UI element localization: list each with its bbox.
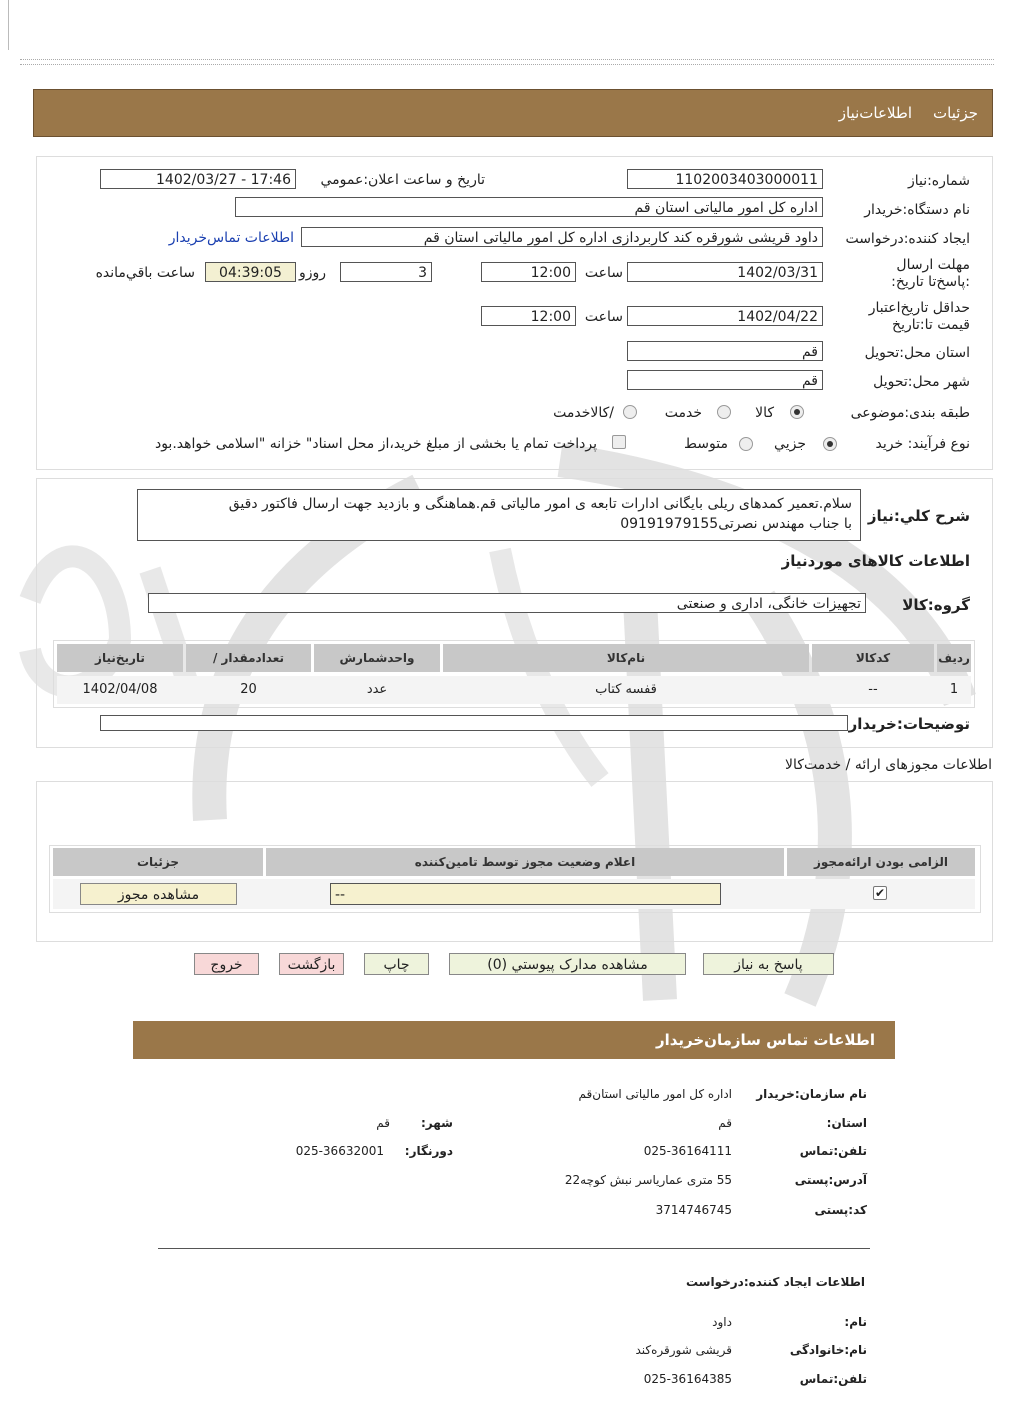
goods-th-code: کدکالا xyxy=(812,644,934,672)
city-field: قم xyxy=(627,370,823,390)
validity-time-field: 12:00 xyxy=(481,306,576,326)
goods-group-field: تجهيزات خانگی، اداری و صنعتی xyxy=(148,593,866,613)
creator-info-title: اطلاعات ايجاد کننده:درخواست xyxy=(685,1275,865,1289)
permits-th-details: جزئيات xyxy=(53,848,263,876)
process-medium-radio[interactable] xyxy=(739,437,753,451)
contact-fax-label: دورنگار: xyxy=(404,1144,453,1158)
contact-org-value: اداره کل امور مالياتی استان‌قم xyxy=(578,1087,732,1101)
contact-city-value: قم xyxy=(376,1116,390,1130)
permits-th-status: اعلام وضعيت مجوز توسط تامين‌کننده xyxy=(266,848,784,876)
view-attachments-button[interactable]: مشاهده مدارک پيوستي (0) xyxy=(449,953,686,975)
announce-datetime-field: 1402/03/27 - 17:46 xyxy=(100,169,296,189)
creator-phone-label: تلفن:تماس xyxy=(799,1372,867,1386)
category-label: طبقه بندی:موضوعی xyxy=(850,405,970,421)
category-goods-label: کالا xyxy=(755,405,774,421)
category-service-radio[interactable] xyxy=(717,405,731,419)
contact-postal-label: کد:پستی xyxy=(814,1203,867,1217)
buyer-notes-label: توضيحات:خريدار xyxy=(848,715,970,733)
description-box xyxy=(137,489,861,541)
category-goods-service-label: /کالاخدمت xyxy=(553,405,614,421)
creator-family-value: قريشی شورقره‌کند xyxy=(635,1343,732,1357)
goods-cell-code: -- xyxy=(868,682,878,697)
remaining-time-field: 04:39:05 xyxy=(205,262,296,282)
creator-phone-value: 025-36164385 xyxy=(643,1372,732,1386)
contact-fax-value: 025-36632001 xyxy=(295,1144,384,1158)
contact-address-label: آدرس:پستی xyxy=(794,1173,867,1187)
goods-cell-name: قفسه کتاب xyxy=(595,682,657,697)
treasury-payment-text: پرداخت تمام يا بخشی از مبلغ خريد،از محل اسناد" خزانه "اسلامی خواهد.بود xyxy=(154,436,597,452)
creator-name-label: نام: xyxy=(844,1315,867,1329)
permits-th-required: الزامی بودن ارائه‌مجوز xyxy=(787,848,975,876)
goods-group-label: گروه:کالا xyxy=(902,596,970,614)
announce-label: تاريخ و ساعت اعلان:عمومي xyxy=(320,172,485,188)
creator-name-value: داود xyxy=(712,1315,732,1329)
validity-label: حداقل تاريخ‌اعتبار قيمت تا:تاريخ xyxy=(868,300,970,333)
tab-details[interactable]: جزئيات xyxy=(933,104,978,122)
process-medium-label: متوسط xyxy=(684,436,728,452)
deadline-time-label: ساعت xyxy=(584,265,623,281)
permits-title: اطلاعات مجوزهای ارائه / خدمت‌کالا xyxy=(785,757,992,773)
need-number-field: 1102003403000011 xyxy=(627,169,823,189)
deadline-label: مهلت ارسال :پاسخ‌تا تاريخ: xyxy=(891,257,970,290)
days-field: 3 xyxy=(340,262,432,282)
creator-label: ايجاد کننده:درخواست xyxy=(845,231,970,247)
buyer-contact-link[interactable]: اطلاعات تماس‌خريدار xyxy=(168,230,294,246)
contact-address-value: 55 متری عمارياسر نبش کوچه22 xyxy=(564,1173,732,1187)
goods-cell-date: 1402/04/08 xyxy=(82,682,158,697)
category-goods-service-radio[interactable] xyxy=(623,405,637,419)
contact-postal-value: 3714746745 xyxy=(655,1203,732,1217)
city-label: شهر محل:تحويل xyxy=(873,374,970,390)
description-line-1: سلام.تعمير کمدهای ريلی بايگانی ادارات تابعه ی امور مالياتی قم.هماهنگی و بازديد جهت ارسال فاکتور دقيق xyxy=(228,496,852,512)
process-partial-label: جزيي xyxy=(774,436,806,452)
goods-info-title: اطلاعات کالاهای موردنياز xyxy=(781,552,970,570)
validity-time-label: ساعت xyxy=(584,309,623,325)
remaining-label: ساعت باقي‌مانده xyxy=(95,265,195,281)
tab-need-info[interactable]: اطلاعات‌نياز xyxy=(838,104,912,122)
goods-cell-unit: عدد xyxy=(366,682,388,697)
goods-th-qty: / تعدادمقدار xyxy=(186,644,311,672)
process-partial-radio[interactable] xyxy=(823,437,837,451)
buyer-org-field: اداره کل امور مالياتی استان قم xyxy=(235,197,823,217)
goods-th-row: رديف xyxy=(937,644,971,672)
contact-divider xyxy=(158,1248,870,1249)
validity-date-field: 1402/04/22 xyxy=(627,306,823,326)
contact-org-label: نام سازمان:خريدار xyxy=(756,1087,867,1101)
goods-th-date: تاريخ‌نياز xyxy=(57,644,183,672)
category-goods-radio[interactable] xyxy=(790,405,804,419)
deadline-date-field: 1402/03/31 xyxy=(627,262,823,282)
permit-status-field: -- xyxy=(330,883,721,905)
process-label: نوع فرآيند: خريد xyxy=(875,436,970,452)
buyer-org-label: نام دستگاه:خريدار xyxy=(864,202,970,218)
contact-phone-value: 025-36164111 xyxy=(643,1144,732,1158)
description-label: شرح کلي:نياز xyxy=(867,507,970,525)
print-button[interactable]: چاپ xyxy=(364,953,429,975)
province-field: قم xyxy=(627,341,823,361)
deadline-time-field: 12:00 xyxy=(481,262,576,282)
exit-button[interactable]: خروج xyxy=(194,953,259,975)
contact-city-label: شهر: xyxy=(421,1116,453,1130)
permit-required-checkbox: ✔ xyxy=(874,886,886,900)
creator-family-label: نام:خانوادگی xyxy=(789,1343,867,1357)
goods-cell-row: 1 xyxy=(949,682,959,697)
goods-th-unit: واحدشمارش xyxy=(314,644,440,672)
category-service-label: خدمت xyxy=(664,405,702,421)
contact-header xyxy=(133,1021,895,1059)
creator-field: داود قريشی شورقره کند کاربردازی اداره کل امور مالياتی استان قم xyxy=(301,227,823,247)
description-line-2: با جناب مهندس نصرتی09191979155 xyxy=(620,516,852,532)
buyer-notes-field xyxy=(100,715,848,731)
goods-th-name: نام‌کالا xyxy=(443,644,809,672)
view-permit-button[interactable]: مشاهده مجوز xyxy=(80,883,237,905)
contact-phone-label: تلفن:تماس xyxy=(799,1144,867,1158)
page-header xyxy=(33,89,993,137)
reply-button[interactable]: پاسخ به نياز xyxy=(703,953,834,975)
contact-province-label: استان: xyxy=(826,1116,867,1130)
back-button[interactable]: بازگشت xyxy=(279,953,344,975)
need-number-label: شماره:نياز xyxy=(907,173,970,189)
province-label: استان محل:تحويل xyxy=(864,345,970,361)
treasury-payment-checkbox[interactable] xyxy=(612,435,626,449)
days-label: روزو xyxy=(298,265,326,281)
goods-cell-qty: 20 xyxy=(240,682,257,697)
contact-title: اطلاعات تماس سازمان‌خريدار xyxy=(655,1031,875,1049)
contact-province-value: قم xyxy=(718,1116,732,1130)
